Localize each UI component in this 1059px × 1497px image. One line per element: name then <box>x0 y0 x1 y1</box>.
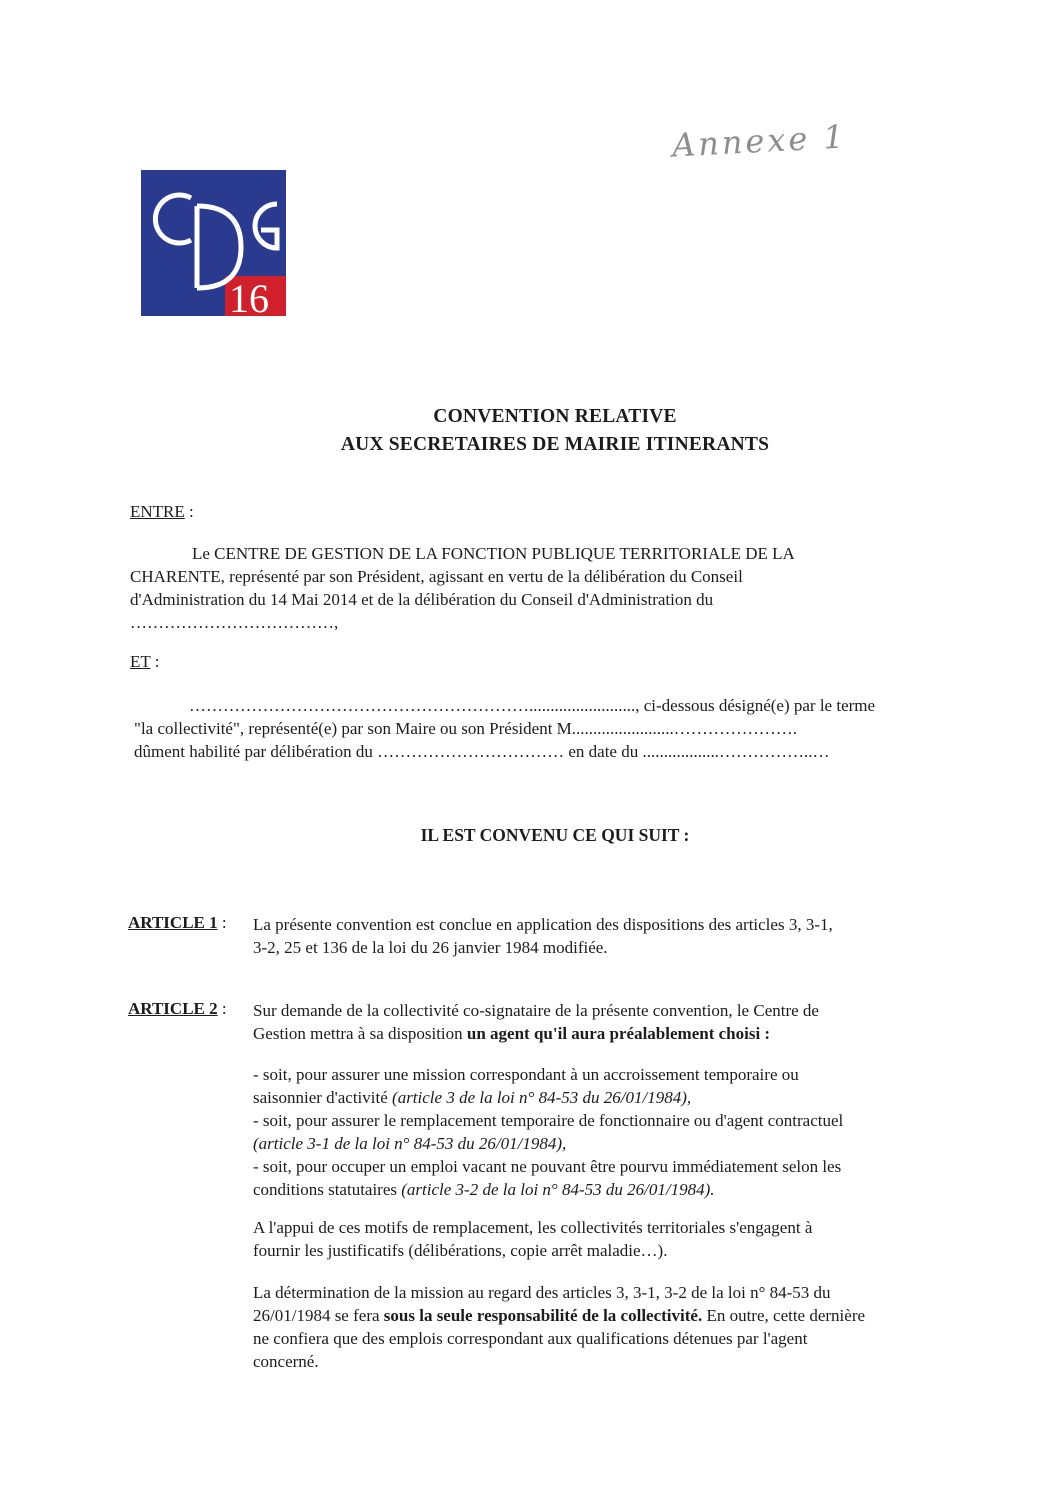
entre-line-1: Le CENTRE DE GESTION DE LA FONCTION PUBLIQUE TERRITORIALE DE LA <box>192 544 795 563</box>
logo-number: 16 <box>229 276 269 316</box>
et-label-colon: : <box>150 652 160 671</box>
article-2-intro-bold: un agent qu'il aura préalablement choisi : <box>466 1024 771 1043</box>
title-line-2: AUX SECRETAIRES DE MAIRIE ITINERANTS <box>340 434 770 455</box>
et-line-3: dûment habilité par délibération du …………………………… en date du ..................……………..… <box>134 742 830 761</box>
article-1-label-colon: : <box>217 913 227 932</box>
bullet-1-line-1: - soit, pour assurer une mission correspondant à un accroissement temporaire ou <box>253 1065 799 1084</box>
entre-paragraph <box>130 542 923 634</box>
article-2-label <box>128 999 227 1019</box>
article-2-p3-line-2: 26/01/1984 se fera sous la seule responsabilité de la collectivité. En outre, cette dernière <box>253 1306 866 1325</box>
article-2-paragraph-3 <box>253 1281 925 1373</box>
bullet-2-reference: (article 3-1 de la loi n° 84-53 du 26/01/1984), <box>253 1134 567 1153</box>
article-2-bullets <box>253 1063 925 1201</box>
article-1-text <box>253 913 925 959</box>
handwritten-annotation: Annexe 1 <box>671 117 848 165</box>
article-1-line-2: 3-2, 25 et 136 de la loi du 26 janvier 1984 modifiée. <box>253 938 608 957</box>
article-2-intro <box>253 999 925 1045</box>
document-title <box>230 403 880 459</box>
bullet-2-line-1: - soit, pour assurer le remplacement temporaire de fonctionnaire ou d'agent contractuel <box>253 1111 844 1130</box>
entre-line-2: CHARENTE, représenté par son Président, agissant en vertu de la délibération du Conseil <box>130 567 743 586</box>
convenu-heading: IL EST CONVENU CE QUI SUIT : <box>420 825 690 845</box>
entre-line-4: ………………………………, <box>130 613 339 632</box>
et-label-text: ET <box>130 652 151 671</box>
article-2-p3-line-1: La détermination de la mission au regard des articles 3, 3-1, 3-2 de la loi n° 84-53 du <box>253 1283 831 1302</box>
bullet-3-line-1: - soit, pour occuper un emploi vacant ne pouvant être pourvu immédiatement selon les <box>253 1157 842 1176</box>
et-line-2: "la collectivité", représenté(e) par son Maire ou son Président M........................…………………. <box>134 719 798 738</box>
bullet-1-line-2: saisonnier d'activité (article 3 de la loi n° 84-53 du 26/01/1984), <box>253 1088 692 1107</box>
bullet-3-reference: (article 3-2 de la loi n° 84-53 du 26/01/1984). <box>401 1180 715 1199</box>
title-line-1: CONVENTION RELATIVE <box>433 406 677 427</box>
article-2-label-colon: : <box>217 999 227 1018</box>
article-2-p3-bold: sous la seule responsabilité de la collectivité. <box>383 1306 703 1325</box>
article-2-intro-line-1: Sur demande de la collectivité co-signataire de la présente convention, le Centre de <box>253 1001 819 1020</box>
entre-line-3: d'Administration du 14 Mai 2014 et de la délibération du Conseil d'Administration du <box>130 590 714 609</box>
entre-label-colon: : <box>184 502 194 521</box>
cdg16-logo <box>141 170 286 316</box>
entre-label-text: ENTRE <box>130 502 185 521</box>
article-1-line-1: La présente convention est conclue en application des dispositions des articles 3, 3-1, <box>253 915 833 934</box>
article-2-p3-line-4: concerné. <box>253 1352 319 1371</box>
entre-label <box>130 502 194 522</box>
et-paragraph <box>134 694 924 763</box>
bullet-1-reference: (article 3 de la loi n° 84-53 du 26/01/1984), <box>392 1088 692 1107</box>
et-label <box>130 652 159 672</box>
bullet-2-line-2 <box>253 1132 925 1155</box>
article-1-label-text: ARTICLE 1 <box>128 913 218 932</box>
article-2-p2-line-1: A l'appui de ces motifs de remplacement, les collectivités territoriales s'engagent à <box>253 1218 813 1237</box>
article-2-label-text: ARTICLE 2 <box>128 999 218 1018</box>
article-2-p2-line-2: fournir les justificatifs (délibérations, copie arrêt maladie…). <box>253 1241 668 1260</box>
article-2-p3-line-3: ne confiera que des emplois correspondant aux qualifications détenues par l'agent <box>253 1329 808 1348</box>
article-2-paragraph-2 <box>253 1216 925 1262</box>
et-line-1: ……………………………………………………........................., ci-dessous désigné(e) par le terme <box>189 696 876 715</box>
article-2-intro-line-2: Gestion mettra à sa disposition un agent qu'il aura préalablement choisi : <box>253 1024 771 1043</box>
article-1-label <box>128 913 227 933</box>
bullet-3-line-2: conditions statutaires (article 3-2 de la loi n° 84-53 du 26/01/1984). <box>253 1180 715 1199</box>
